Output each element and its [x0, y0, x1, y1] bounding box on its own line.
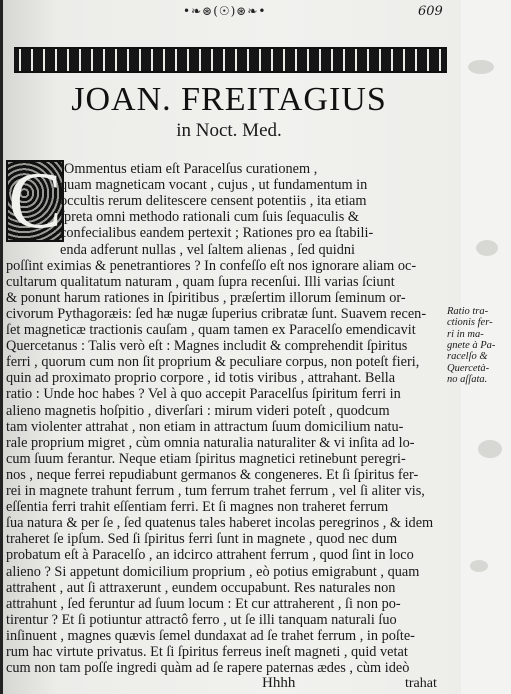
text-line: & ponunt harum rationes in ſpiritibus , præſertim illorum ſeminum or- [6, 289, 406, 306]
text-line: occultis rerum delitescere censent potentiis , ita etiam [60, 193, 367, 210]
text-line: Ommentus etiam eſt Paracelſus curationem , [64, 161, 318, 177]
page-subtitle: in Noct. Med. [176, 120, 282, 141]
page-title: JOAN. FREITAGIUS [71, 81, 387, 118]
marginal-note-line: Ratio tra- [447, 306, 489, 317]
text-line: confecialibus eandem pertexit ; Rationes pro ea ſtabili- [60, 225, 374, 242]
text-line: tirentur ? Et ſi potiuntur attractô ferro , ut ſe illi tanquam naturali ſuo [6, 611, 397, 628]
marginal-note-line: ri in ma- [447, 328, 484, 340]
stain [468, 60, 494, 74]
text-line: nos , neque ferrei repudiabunt germanos & congeneres. Et ſi ſpiritus fer- [6, 466, 419, 483]
page-number: 609 [418, 4, 443, 19]
text-line: eſſentia ferri trahit eſſentiam ferri. Et ſi magnes non traheret ferrum [6, 499, 389, 516]
marginal-note-line: no aſſata. [447, 373, 488, 385]
text-line: ſpreta omni methodo rationali cum ſuis ſequaculis & [60, 209, 359, 226]
text-line: traheret ſe ipſum. Sed ſi ſpiritus ferri ſunt in magnete , quod nec dum [6, 531, 398, 548]
marginal-note-line: ctionis fer- [447, 317, 493, 329]
stain [476, 240, 498, 256]
decorative-band [14, 47, 447, 73]
text-line: ferri , quorum cum non ſit proprium & peculiare corpus, non poteſt fieri, [6, 354, 420, 371]
text-line: rei in magnete trahunt ferrum , tum ferrum trahet ferrum , vel ſi aliter vis, [6, 483, 425, 499]
text-line: tam violenter attrahat , non etiam in attractum ſuum domicilium natu- [6, 418, 404, 435]
text-line: ſet magneticæ tractionis cauſam , quam tamen ex Paracelſo emendicavit [6, 322, 416, 338]
drop-cap [6, 160, 64, 242]
text-line: ſua natura & per ſe , ſed quatenus tales haberet incolas peregrinos , & idem [6, 515, 434, 532]
signature-mark: Hhhh [262, 675, 296, 691]
text-line: inſinuent , magnes quævis ſemel dundaxat ad ſe trahet ferrum , in poſte- [6, 627, 415, 644]
drop-cap-letter: C [8, 160, 62, 242]
text-line: probatum eſt à Paracelſo , an idcirco attrahent ferrum , quod ſint in loco [6, 547, 414, 564]
text-line: cultarum qualitatum naturam , quam ſupra recenſui. Illi varias ſciunt [6, 273, 395, 290]
catchword: trahat [405, 676, 437, 691]
marginal-note-line: racelſo & [447, 351, 488, 363]
text-line: Quercetanus : Talis verò eſt : Magnes includit & comprehendit ſpiritus [6, 338, 408, 355]
text-line: attrahent , aut ſi attraxerunt , eundem occupabunt. Res naturales non [6, 579, 396, 596]
text-line: poſſint eximias & penetrantiores ? In confeſſo eſt nos ignorare aliam oc- [6, 257, 417, 274]
marginal-note-line: Quercetà- [447, 362, 490, 374]
marginal-note-line: gnete à Pa- [447, 339, 496, 351]
text-line: attrahunt , ſed feruntur ad ſuum locum : Et cur attraherent , ſi non po- [6, 595, 401, 612]
text-line: rale proprium migret , cùm omnia naturalia naturaliter & vi inſita ad lo- [6, 434, 415, 451]
text-line: cum non tam poſſe ingredi quàm ad ſe rapere paternas ædes , cùm ideò [6, 660, 410, 677]
text-line: quin ad proximato proprio corpore , id totis viribus , attrahant. Bella [6, 370, 396, 387]
text-line: rum hac virtute privatus. Et ſi ſpiritus ferreus ineſt magneti , quid vetat [6, 644, 408, 660]
text-line: civorum Pythagoræis: ſed hæ nugæ ſuperius cribratæ ſunt. Suavem recen- [6, 305, 427, 322]
stain [470, 560, 488, 572]
text-line: alieno ? Si appetunt domicilium proprium , eò potius emigrabunt , quam [6, 563, 420, 580]
text-line: enda adferunt nullas , vel ſaltem alienas , ſed quidni [60, 241, 355, 258]
text-line: ratio : Unde hoc habes ? Vel à quo accepit Paracelſus ſpiritum ferri in [6, 386, 401, 403]
text-line: cum ſuum ferantur. Neque etiam ſpiritus magnetici retinebunt peregri- [6, 450, 406, 467]
text-line: alieno magnetis hoſpitio , diverſari : mirum videri poteſt , quodcum [6, 402, 390, 419]
text-line: quam magneticam vocant , cujus , ut fundamentum in [60, 177, 368, 194]
stain [478, 440, 502, 458]
header-ornament: •❧⊛(☉)⊛❧• [183, 4, 267, 18]
